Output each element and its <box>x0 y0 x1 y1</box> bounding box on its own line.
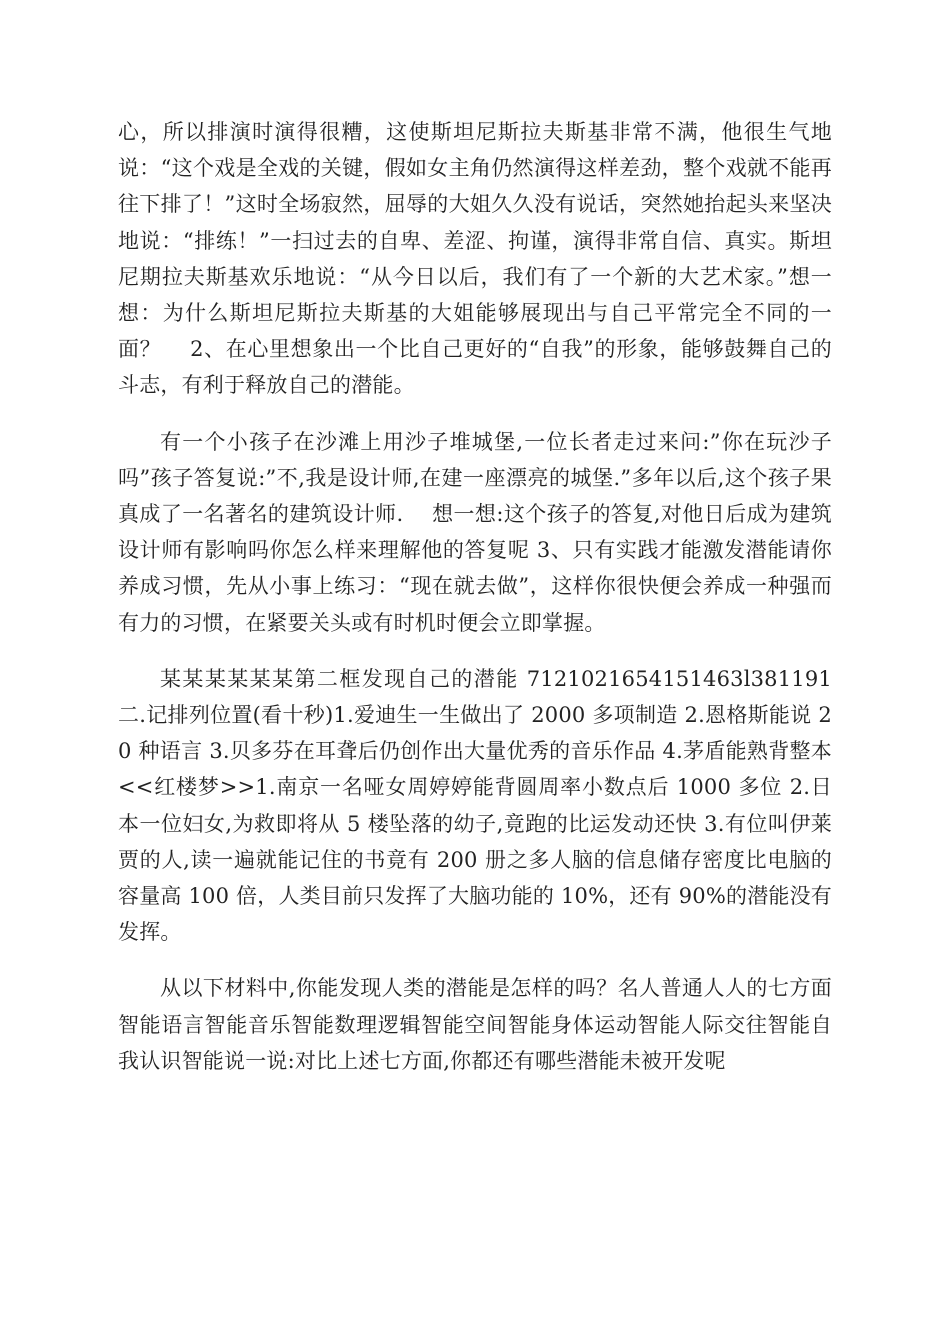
paragraph-sandcastle-story: 有一个小孩子在沙滩上用沙子堆城堡,一位长者走过来问:”你在玩沙子吗”孩子答复说:”不,我是设计师,在建一座漂亮的城堡.”多年以后,这个孩子果真成了一名著名的建筑设计师. 想一想:这个孩子的答复,对他日后成为建筑设计师有影响吗你怎么样来理解他的答复呢 3、只有实践才能激发潜能请你养成习惯，先从小事上练习：“现在就去做”，这样你很快便会养成一种强而有力的习惯，在紧要关头或有时机时便会立即掌握。 <box>118 429 832 635</box>
paragraph-potential-examples: 某某某某某某第二框发现自己的潜能 7121021654151463l381191 二.记排列位置(看十秒)1.爱迪生一生做出了 2000 多项制造 2.恩格斯能说 20 种语言 3.贝多芬在耳聋后仍创作出大量优秀的音乐作品 4.茅盾能熟背整本<<红楼梦>>1.南京一名哑女周婷婷能背圆周率小数点后 1000 多位 2.日本一位妇女,为救即将从 5 楼坠落的幼子,竟跑的比运发动还快 3.有位叫伊莱贾的人,读一遍就能记住的书竟有 200 册之多人脑的信息储存密度比电脑的容量高 100 倍，人类目前只发挥了大脑功能的 10%，还有 90%的潜能没有发挥。 <box>118 666 832 945</box>
paragraph-continuation: 心，所以排演时演得很糟，这使斯坦尼斯拉夫斯基非常不满，他很生气地说：“这个戏是全戏的关键，假如女主角仍然演得这样差劲，整个戏就不能再往下排了！”这时全场寂然，屈辱的大姐久久没有说话，突然她抬起头来坚决地说：“排练！”一扫过去的自卑、差涩、拘谨，演得非常自信、真实。斯坦尼期拉夫斯基欢乐地说：“从今日以后，我们有了一个新的大艺术家。”想一想：为什么斯坦尼斯拉夫斯基的大姐能够展现出与自己平常完全不同的一面？ 2、在心里想象出一个比自己更好的“自我”的形象，能够鼓舞自己的斗志，有利于释放自己的潜能。 <box>118 120 832 398</box>
paragraph-seven-intelligences: 从以下材料中,你能发现人类的潜能是怎样的吗？名人普通人人的七方面智能语言智能音乐智能数理逻辑智能空间智能身体运动智能人际交往智能自我认识智能说一说:对比上述七方面,你都还有哪些潜能未被开发呢 <box>118 976 832 1073</box>
